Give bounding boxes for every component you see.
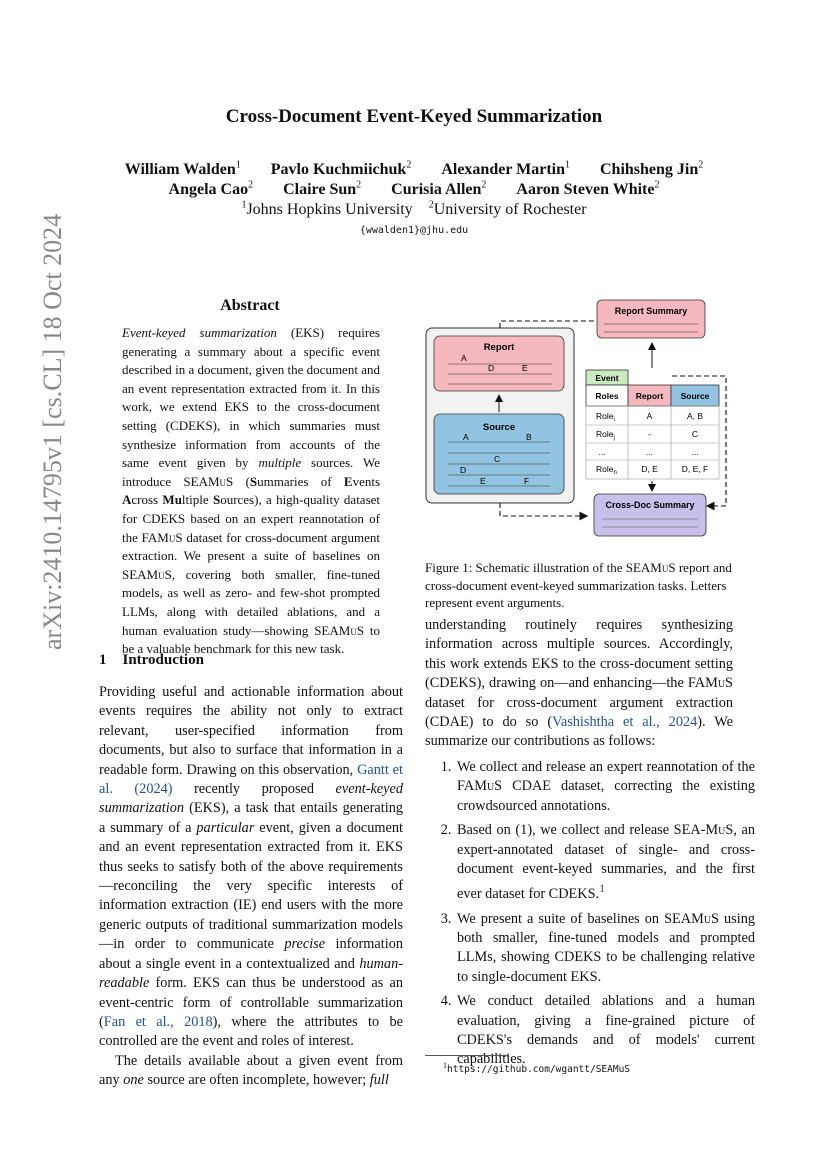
- footnote-marker[interactable]: 1: [599, 881, 606, 896]
- argument-letter: A: [461, 353, 467, 363]
- author-row: [0, 180, 828, 199]
- list-item: 4. We conduct detailed ablations and a human evaluation, giving a fine-grained picture of CDEKS's demands and of models' current capabilities.: [455, 992, 755, 1070]
- arxiv-identifier: arXiv:2410.14795v1 [cs.CL] 18 Oct 2024: [38, 213, 67, 650]
- argument-letter: D: [460, 465, 467, 475]
- report-cell: D, E: [641, 464, 658, 474]
- author: Angela Cao$^2$: [168, 180, 254, 199]
- citation-link[interactable]: Fan et al., 2018: [103, 1013, 213, 1030]
- argument-letter: E: [522, 363, 528, 373]
- figure-caption: Figure 1: Schematic illustration of the SEAMuS report and cross-document event-keyed summarization tasks. Letters represent event arguments.: [425, 560, 732, 610]
- author: Claire Sun$^2$: [283, 180, 362, 199]
- role-cell: Role$_n$: [596, 464, 617, 476]
- author: Curisia Allen$^2$: [391, 180, 487, 199]
- argument-letter: E: [480, 476, 486, 486]
- affiliations: [0, 200, 828, 219]
- author: Alexander Martin$^1$: [441, 160, 570, 179]
- role-cell: Role$_j$: [596, 429, 615, 441]
- abstract-heading: Abstract: [220, 297, 280, 314]
- report-cell: A: [646, 411, 653, 421]
- citation-link[interactable]: Gantt et al. (2024): [99, 761, 403, 798]
- roles-header: Roles: [595, 391, 619, 401]
- author: William Walden$^1$: [124, 160, 241, 179]
- list-item: 1. We collect and release an expert reannotation of the FAMuS CDAE dataset, correcting the existing crowdsourced annotations.: [455, 758, 755, 816]
- author-email: {wwalden1}@jhu.edu: [359, 225, 469, 236]
- source-cell: A, B: [686, 411, 704, 421]
- role-cell: Role$_i$: [596, 411, 615, 423]
- affiliation: $^2$University of Rochester: [428, 200, 587, 219]
- argument-letter: D: [488, 363, 495, 373]
- section-heading-introduction: 1 Introduction: [99, 652, 204, 668]
- report-label: Report: [483, 342, 515, 353]
- list-item: 3. We present a suite of baselines on SEAMuS using both smaller, fine-tuned models and prompted LLMs, showing CDEKS to be challenging relative to single-document EKS.: [455, 910, 755, 988]
- event-label: Event: [595, 373, 619, 383]
- report-summary-label: Report Summary: [614, 306, 688, 316]
- source-cell: ...: [691, 447, 699, 457]
- paper-title: Cross-Document Event-Keyed Summarization: [225, 106, 603, 127]
- contributions-list: [433, 758, 755, 1075]
- argument-letter: B: [526, 432, 532, 442]
- footnote-divider: [425, 1055, 509, 1056]
- author: Pavlo Kuchmiichuk$^2$: [270, 160, 412, 179]
- affiliation: $^1$Johns Hopkins University: [241, 200, 413, 219]
- figure-schematic: [424, 298, 734, 546]
- citation-link[interactable]: Vashishtha et al., 2024: [552, 714, 698, 731]
- source-cell: C: [691, 429, 699, 439]
- role-cell: ...: [598, 447, 606, 457]
- argument-letter: F: [524, 476, 530, 486]
- cross-doc-summary-label: Cross-Doc Summary: [605, 500, 695, 510]
- list-item: 2. Based on (1), we collect and release SEA-MuS, an expert-annotated dataset of single- and cross-document event-keyed summaries, and the first ever dataset for CDEKS.$^1$: [455, 821, 755, 904]
- abstract-text: Event-keyed summarization (EKS) requires generating a summary about a specific event described in a document, given the document and an event representation extracted from it. In this work, we extend EKS to the cross-document setting (CDEKS), in which summaries must synthesize information from accounts of the same event given by multiple sources. We introduce SEAMuS (Summaries of Events Across Multiple Sources), a high-quality dataset for CDEKS based on an expert reannotation of the FAMuS dataset for cross-document argument extraction. We present a suite of baselines on SEAMuS, covering both smaller, fine-tuned models, as well as zero- and few-shot prompted LLMs, along with detailed ablations, and a human evaluation study—showing SEAMuS to be a valuable benchmark for this new task.: [122, 325, 381, 657]
- author: Chihsheng Jin$^2$: [600, 160, 704, 179]
- author-row: [0, 160, 828, 179]
- source-cell: D, E, F: [681, 464, 709, 474]
- report-header: Report: [635, 391, 664, 401]
- footnote: $^1$https://github.com/wgantt/SEAMuS: [443, 1061, 631, 1076]
- report-cell: ...: [645, 447, 654, 457]
- argument-letter: A: [463, 432, 469, 442]
- source-header: Source: [680, 391, 710, 401]
- author: Aaron Steven White$^2$: [516, 180, 660, 199]
- source-label: Source: [482, 422, 516, 433]
- intro-paragraph: Providing useful and actionable information about events requires the ability not only to extract relevant, user-specified information from documents, but also to surface that information in a readable form. Drawing on this observation, Gantt et al. (2024) recently proposed event-keyed summarization (EKS), a task that entails generating a summary of a particular event, given a document and an event representation extracted from it. EKS thus seeks to satisfy both of the above requirements—reconciling the very specific interests of information extraction (IE) end users with the more generic outputs of traditional summarization models—in order to communicate precise information about a single event in a contextualized and human-readable form. EKS can thus be understood as an event-centric form of controllable summarization (Fan et al., 2018), where the attributes to be controlled are the event and roles of interest. The details available about a given event from any one source are often incomplete, however; full: [99, 684, 404, 1089]
- intro-paragraph-continued: understanding routinely requires synthesizing information across multiple sources. Accordingly, this work extends EKS to the cross-document setting (CDEKS), drawing on—and enhancing—the FAMuS dataset for cross-document argument extraction (CDAE) to do so (Vashishtha et al., 2024). We summarize our contributions as follows:: [425, 617, 733, 750]
- footnote-url[interactable]: https://github.com/wgantt/SEAMuS: [447, 1064, 631, 1076]
- report-cell: -: [648, 429, 651, 439]
- argument-letter: C: [494, 454, 501, 464]
